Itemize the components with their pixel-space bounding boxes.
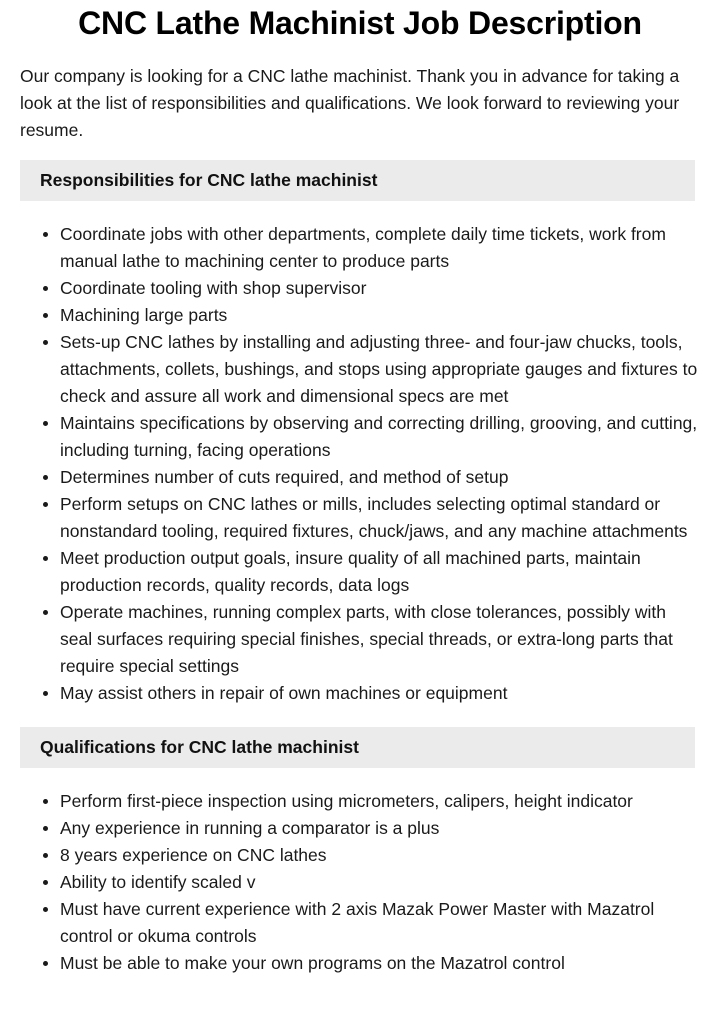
bullet-icon	[43, 313, 48, 318]
bullet-icon	[43, 421, 48, 426]
list-item	[0, 491, 720, 545]
list-item	[0, 869, 720, 896]
bullet-icon	[43, 907, 48, 912]
list-item	[0, 464, 720, 491]
list-item	[0, 545, 720, 599]
list-item-text: Perform setups on CNC lathes or mills, includes selecting optimal standard or nonstandard tooling, required fixtures, chuck/jaws, and any machine attachments	[60, 494, 688, 541]
bullet-icon	[43, 340, 48, 345]
bullet-icon	[43, 286, 48, 291]
list-item-text: May assist others in repair of own machines or equipment	[60, 683, 508, 703]
list-item-text: Determines number of cuts required, and method of setup	[60, 467, 509, 487]
bullet-icon	[43, 502, 48, 507]
bullet-icon	[43, 961, 48, 966]
intro-paragraph: Our company is looking for a CNC lathe machinist. Thank you in advance for taking a look at the list of responsibilities and qualifications. We look forward to reviewing your resume.	[20, 66, 680, 140]
list-item	[0, 302, 720, 329]
list-item	[0, 896, 720, 950]
bullet-icon	[43, 610, 48, 615]
list-item	[0, 950, 720, 977]
list-item-text: Must be able to make your own programs on the Mazatrol control	[60, 953, 565, 973]
list-item-text: Operate machines, running complex parts, with close tolerances, possibly with seal surfaces requiring special finishes, special threads, or extra-long parts that require special settings	[60, 602, 673, 676]
list-item-text: Sets-up CNC lathes by installing and adjusting three- and four-jaw chucks, tools, attachments, collets, bushings, and stops using appropriate gauges and fixtures to check and assure all work and dimensional specs are met	[60, 332, 698, 406]
bullet-icon	[43, 232, 48, 237]
list-item	[0, 680, 720, 707]
responsibilities-list	[0, 221, 720, 707]
list-item-text: Any experience in running a comparator is a plus	[60, 818, 440, 838]
bullet-icon	[43, 826, 48, 831]
list-item	[0, 221, 720, 275]
qualifications-list	[0, 788, 720, 977]
list-item-text: Must have current experience with 2 axis Mazak Power Master with Mazatrol control or okuma controls	[60, 899, 655, 946]
list-item	[0, 410, 720, 464]
list-item-text: Machining large parts	[60, 305, 228, 325]
list-item	[0, 599, 720, 680]
bullet-icon	[43, 799, 48, 804]
qualifications-heading: Qualifications for CNC lathe machinist	[20, 727, 695, 768]
list-item-text: Ability to identify scaled v	[60, 872, 256, 892]
bullet-icon	[43, 691, 48, 696]
list-item-text: Maintains specifications by observing and correcting drilling, grooving, and cutting, including turning, facing operations	[60, 413, 698, 460]
bullet-icon	[43, 556, 48, 561]
page-title: CNC Lathe Machinist Job Description	[78, 5, 642, 41]
list-item-text: Coordinate jobs with other departments, complete daily time tickets, work from manual lathe to machining center to produce parts	[60, 224, 666, 271]
list-item-text: Meet production output goals, insure quality of all machined parts, maintain production records, quality records, data logs	[60, 548, 641, 595]
list-item-text: 8 years experience on CNC lathes	[60, 845, 327, 865]
responsibilities-heading: Responsibilities for CNC lathe machinist	[20, 160, 695, 201]
list-item-text: Perform first-piece inspection using micrometers, calipers, height indicator	[60, 791, 633, 811]
bullet-icon	[43, 475, 48, 480]
list-item	[0, 815, 720, 842]
list-item	[0, 842, 720, 869]
list-item	[0, 788, 720, 815]
bullet-icon	[43, 880, 48, 885]
bullet-icon	[43, 853, 48, 858]
list-item-text: Coordinate tooling with shop supervisor	[60, 278, 367, 298]
list-item	[0, 329, 720, 410]
list-item	[0, 275, 720, 302]
